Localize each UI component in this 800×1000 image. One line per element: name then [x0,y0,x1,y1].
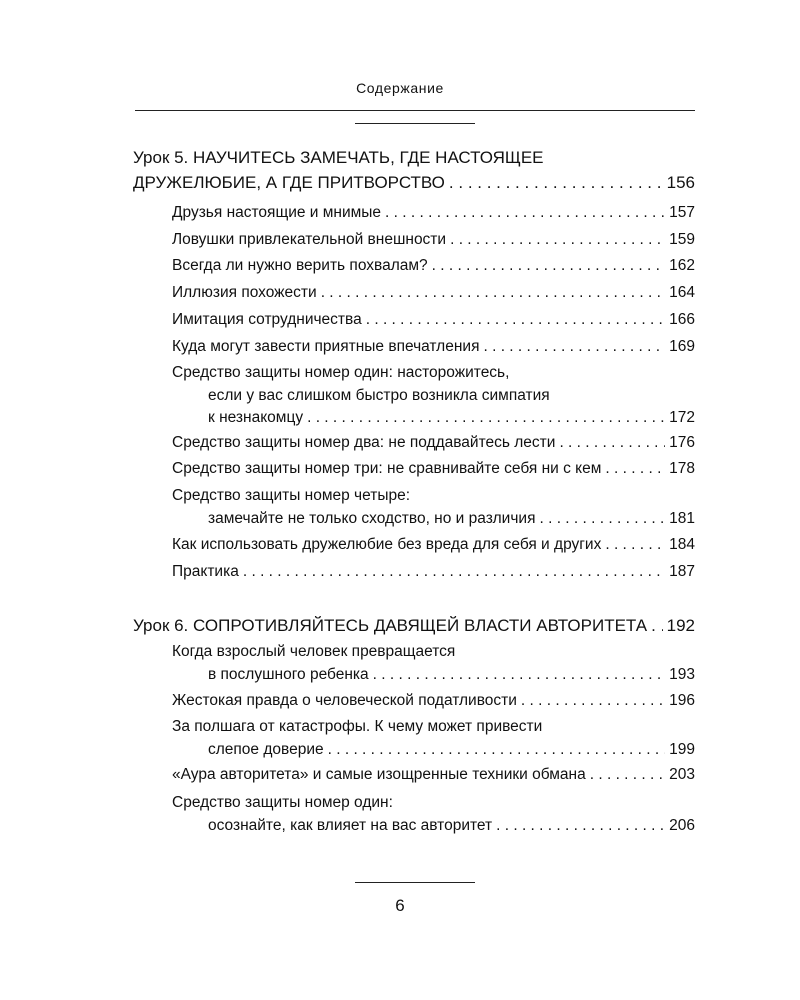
page-number: 184 [669,536,695,553]
toc-entry [172,561,695,584]
page-number: 196 [669,692,695,709]
entry-title: Средство защиты номер два: не поддавайтесь лести [172,434,556,451]
toc-entry [172,534,695,557]
entry-title: Ловушки привлекательной внешности [172,231,447,248]
entry-title: Друзья настоящие и мнимые [172,204,382,221]
page-number: 192 [666,616,695,635]
page-number: 157 [669,204,695,221]
toc-entry [172,309,695,332]
page-number: 203 [669,766,695,783]
page-number: 187 [669,563,695,580]
toc-entry [172,432,695,455]
lesson-title-line [133,613,695,638]
entry-title: в послушного ребенка [208,665,369,683]
entry-title: Куда могут завести приятные впечатления [172,338,480,355]
page-number-footer: 6 [395,896,405,915]
leader-dots [328,739,666,762]
leader-dots [521,690,665,713]
leader-dots [307,407,665,430]
page-number: 193 [669,665,695,683]
page-number: 172 [669,409,695,426]
lesson-title: ДРУЖЕЛЮБИЕ, А ГДЕ ПРИТВОРСТВО [133,173,445,192]
header-short-rule [355,123,475,124]
leader-dots [432,255,665,278]
toc-entry [172,641,695,686]
leader-dots [385,202,665,225]
toc-entry [172,458,695,481]
toc-entry [172,255,695,278]
entry-title: Как использовать дружелюбие без вреда для себя и других [172,536,602,553]
leader-dots [590,764,665,787]
toc-lesson-5 [133,145,695,195]
entry-title: Всегда ли нужно верить похвалам? [172,257,428,274]
toc-entry [172,282,695,305]
entry-title: Средство защиты номер один: [172,794,393,811]
leader-dots [559,432,665,455]
page-number: 169 [669,338,695,355]
entry-title: Практика [172,563,239,580]
leader-dots [539,508,665,531]
entry-title: замечайте не только сходство, но и различия [208,509,536,527]
toc-entry [172,690,695,713]
page-number: 166 [669,311,695,328]
leader-dots [450,229,665,252]
entry-title: Жестокая правда о человеческой податливости [172,692,517,709]
lesson-title: Урок 5. НАУЧИТЕСЬ ЗАМЕЧАТЬ, ГДЕ НАСТОЯЩЕЕ [133,148,544,167]
leader-dots [373,664,665,687]
entry-title: Имитация сотрудничества [172,311,362,328]
entry-title: За полшага от катастрофы. К чему может привести [172,718,543,735]
entry-title: слепое доверие [208,740,324,758]
toc-entry [172,485,695,530]
toc-entry [172,764,695,787]
toc-lesson-6 [133,613,695,638]
page-number: 181 [669,509,695,527]
entry-title: Средство защиты номер один: насторожитесь, [172,364,510,381]
page-number: 162 [669,257,695,274]
entry-title: если у вас слишком быстро возникла симпатия [208,386,550,404]
page-number: 164 [669,284,695,301]
page-number: 156 [666,173,695,192]
leader-dots [321,282,665,305]
toc-entry [172,716,695,761]
page-number: 176 [669,434,695,451]
toc-entry [172,336,695,359]
entry-title: «Аура авторитета» и самые изощренные техники обмана [172,766,586,783]
page-number: 206 [669,816,695,834]
running-header: Содержание [356,80,444,96]
toc-entry [172,792,695,837]
toc-entry [172,229,695,252]
leader-dots [605,458,665,481]
entry-title: Средство защиты номер четыре: [172,487,411,504]
footer-rule [355,882,475,883]
leader-dots [483,336,665,359]
leader-dots [496,815,665,838]
toc-entry [172,362,695,430]
leader-dots [366,309,665,332]
page-number: 159 [669,231,695,248]
entry-title: Когда взрослый человек превращается [172,643,456,660]
entry-title: к незнакомцу [208,409,304,426]
leader-dots [243,561,665,584]
leader-dots [605,534,665,557]
page-number: 178 [669,460,695,477]
leader-dots [651,613,663,638]
toc-entry [172,202,695,225]
entry-title: осознайте, как влияет на вас авторитет [208,816,493,834]
lesson-title: Урок 6. СОПРОТИВЛЯЙТЕСЬ ДАВЯЩЕЙ ВЛАСТИ АВТОРИТЕТА [133,616,648,635]
page-number: 199 [669,740,695,758]
header-rule [135,110,695,111]
leader-dots [449,170,663,195]
entry-title: Иллюзия похожести [172,284,317,301]
entry-title: Средство защиты номер три: не сравнивайте себя ни с кем [172,460,602,477]
lesson-title-line [133,170,695,195]
